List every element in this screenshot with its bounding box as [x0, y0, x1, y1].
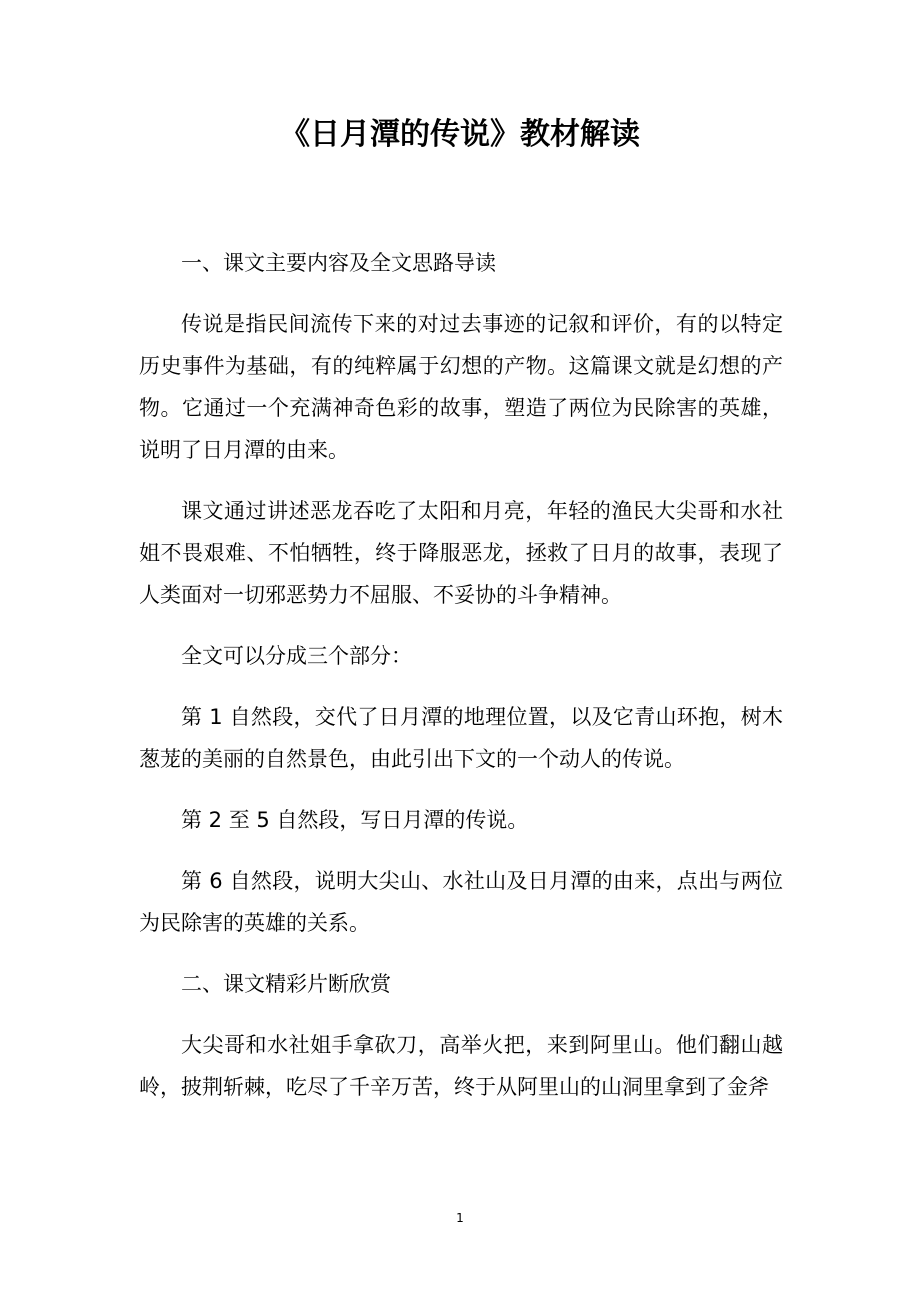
paragraph: 传说是指民间流传下来的对过去事迹的记叙和评价，有的以特定历史事件为基础，有的纯粹属于幻想的产物。这篇课文就是幻想的产物。它通过一个充满神奇色彩的故事，塑造了两位为民除害的英雄，说明了日月潭的由来。 [139, 312, 783, 462]
section-heading: 二、课文精彩片断欣赏 [181, 972, 391, 996]
section-heading: 一、课文主要内容及全文思路导读 [181, 251, 496, 275]
paragraph: 课文通过讲述恶龙吞吃了太阳和月亮，年轻的渔民大尖哥和水社姐不畏艰难、不怕牺牲，终于降服恶龙，拯救了日月的故事，表现了人类面对一切邪恶势力不屈服、不妥协的斗争精神。 [139, 499, 783, 607]
paragraph: 第 1 自然段，交代了日月潭的地理位置，以及它青山环抱，树木葱茏的美丽的自然景色，由此引出下文的一个动人的传说。 [139, 705, 783, 771]
document-title: 《日月潭的传说》教材解读 [280, 117, 640, 152]
paragraph: 第 2 至 5 自然段，写日月潭的传说。 [181, 808, 529, 832]
paragraph: 大尖哥和水社姐手拿砍刀，高举火把，来到阿里山。他们翻山越岭，披荆斩棘，吃尽了千辛万苦，终于从阿里山的山洞里拿到了金斧 [139, 1033, 783, 1099]
paragraph: 全文可以分成三个部分： [181, 644, 412, 668]
document-body [139, 242, 783, 1127]
paragraph: 第 6 自然段，说明大尖山、水社山及日月潭的由来，点出与两位为民除害的英雄的关系。 [139, 869, 783, 935]
page-number: 1 [456, 1211, 464, 1225]
